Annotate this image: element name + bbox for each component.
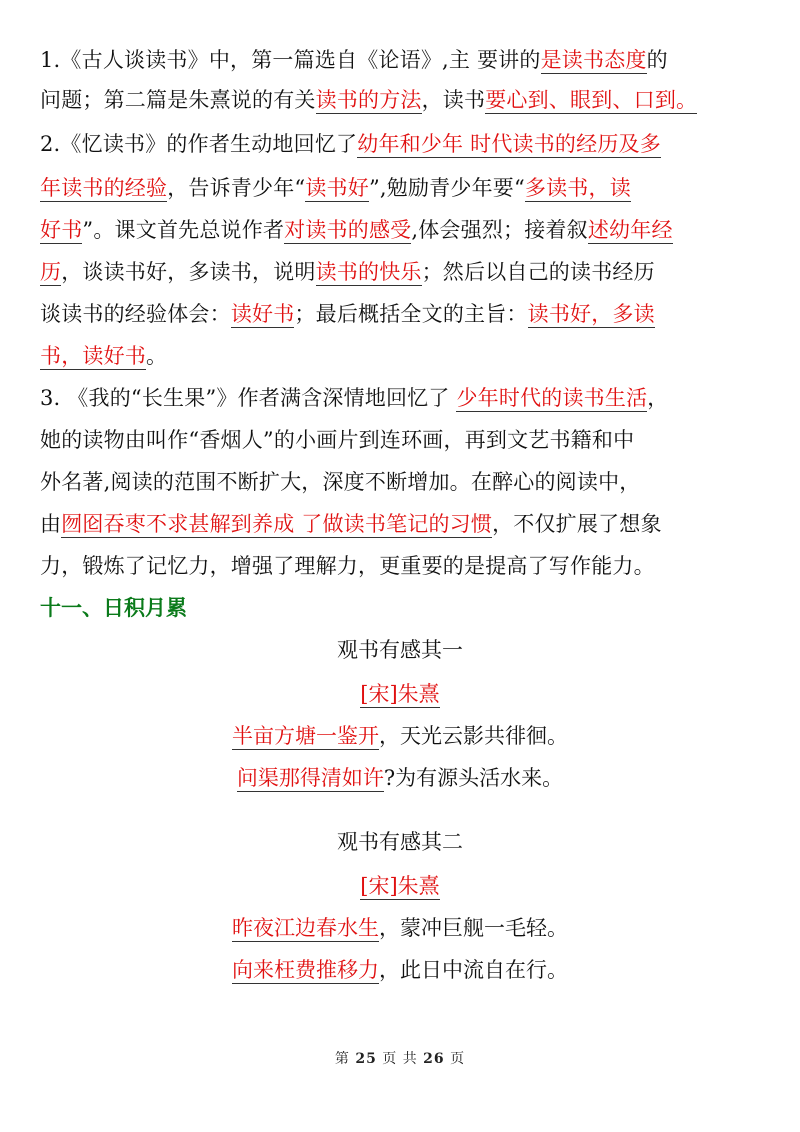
text: ”。课文首先总说作者 bbox=[82, 218, 285, 242]
text: ；然后以自己的读书经历 bbox=[421, 260, 655, 284]
text: 力，锻炼了记忆力，增强了理解力，更重要的是提高了写作能力。 bbox=[40, 554, 655, 578]
answer-text: 昨夜江边春水生 bbox=[232, 916, 379, 940]
text: 的 bbox=[646, 48, 668, 72]
text: 2.《忆读书》的作者生动地回忆了 bbox=[40, 132, 358, 156]
answer-text: 年读书的经验 bbox=[40, 176, 168, 200]
item2-line5 bbox=[40, 294, 770, 334]
answer-text: 向来枉费推移力 bbox=[232, 958, 379, 982]
item1-line1 bbox=[40, 40, 770, 80]
item2-line1 bbox=[40, 124, 770, 164]
poem1-line1 bbox=[0, 716, 800, 756]
answer-text: 幼年和少年 时代读书的经历及多 bbox=[357, 132, 661, 156]
poem1-title: 观书有感其一 bbox=[337, 638, 463, 662]
text: ?为有源头活水来。 bbox=[383, 766, 564, 790]
answer-text: 要心到、眼到、口到。 bbox=[485, 88, 698, 112]
footer-label: 页 bbox=[450, 1051, 466, 1067]
answer-text: 问渠那得清如许 bbox=[236, 766, 384, 790]
poem2-title: 观书有感其二 bbox=[337, 830, 463, 854]
text: 问题；第二篇是朱熹说的有关 bbox=[40, 88, 316, 112]
answer-text: 读书的方法 bbox=[315, 88, 422, 112]
answer-text: 多读书，读 bbox=[524, 176, 631, 200]
text: 。 bbox=[146, 344, 168, 368]
text: ， bbox=[647, 386, 669, 410]
text: ，不仅扩展了想象 bbox=[492, 512, 662, 536]
text: 1.《古人谈读书》中，第一篇选自《论语》,主 要讲的 bbox=[40, 48, 541, 72]
answer-text: 是读书态度 bbox=[540, 48, 647, 72]
text: ,体会强烈；接着叙 bbox=[411, 218, 588, 242]
text: ，谈读书好，多读书，说明 bbox=[61, 260, 316, 284]
item3-line1 bbox=[40, 378, 770, 418]
answer-text: 读好书 bbox=[230, 302, 295, 326]
text: 谈读书的经验体会： bbox=[40, 302, 231, 326]
answer-text: 述幼年经 bbox=[587, 218, 673, 242]
item1-line2 bbox=[40, 80, 770, 120]
poem2-line2 bbox=[0, 950, 800, 990]
text: ，告诉青少年“ bbox=[167, 176, 306, 200]
poem1-author-line bbox=[0, 674, 800, 714]
text: ；最后概括全文的主旨： bbox=[294, 302, 528, 326]
text: ，蒙冲巨舰一毛轻。 bbox=[379, 916, 568, 940]
text: 3. 《我的“长生果”》作者满含深情地回忆了 bbox=[40, 386, 457, 410]
footer-label: 第 bbox=[334, 1051, 350, 1067]
answer-text: 书，读好书 bbox=[40, 344, 146, 368]
poem2-line1 bbox=[0, 908, 800, 948]
answer-text: 少年时代的读书生活 bbox=[456, 386, 648, 410]
text: ”,勉励青少年要“ bbox=[368, 176, 525, 200]
answer-text: 囫囵吞枣不求甚解到养成 了做读书笔记的习惯 bbox=[61, 512, 493, 536]
poem2-author: [宋]朱熹 bbox=[360, 874, 440, 898]
section-heading: 十一、日积月累 bbox=[40, 595, 187, 620]
item2-line3 bbox=[40, 210, 770, 250]
answer-text: 读书好 bbox=[305, 176, 369, 200]
footer-label: 页 共 bbox=[382, 1051, 418, 1067]
answer-text: 好书 bbox=[40, 218, 83, 242]
text: 她的读物由叫作“香烟人”的小画片到连环画，再到文艺书籍和中 bbox=[40, 428, 635, 452]
text: 外名著,阅读的范围不断扩大，深度不断增加。在醉心的阅读中， bbox=[40, 470, 641, 494]
text: ，天光云影共徘徊。 bbox=[379, 724, 568, 748]
page-number: 25 bbox=[355, 1051, 377, 1067]
answer-text: 读书好，多读 bbox=[527, 302, 655, 326]
answer-text: 读书的快乐 bbox=[315, 260, 422, 284]
item2-line6 bbox=[40, 336, 770, 376]
poem2-author-line bbox=[0, 866, 800, 906]
answer-text: 对读书的感受 bbox=[284, 218, 412, 242]
item3-line4 bbox=[40, 504, 770, 544]
page-footer bbox=[0, 1048, 800, 1068]
text: ，读书 bbox=[421, 88, 486, 112]
poem1-author: [宋]朱熹 bbox=[360, 682, 440, 706]
item3-line2 bbox=[40, 420, 770, 460]
answer-text: 半亩方塘一鉴开 bbox=[232, 724, 379, 748]
total-pages: 26 bbox=[423, 1051, 445, 1067]
poem1-line2 bbox=[0, 758, 800, 798]
text: 由 bbox=[40, 512, 62, 536]
item2-line4 bbox=[40, 252, 770, 292]
text: ，此日中流自在行。 bbox=[379, 958, 568, 982]
item3-line3 bbox=[40, 462, 770, 502]
item3-line5 bbox=[40, 546, 770, 586]
answer-text: 历 bbox=[40, 260, 62, 284]
item2-line2 bbox=[40, 168, 770, 208]
